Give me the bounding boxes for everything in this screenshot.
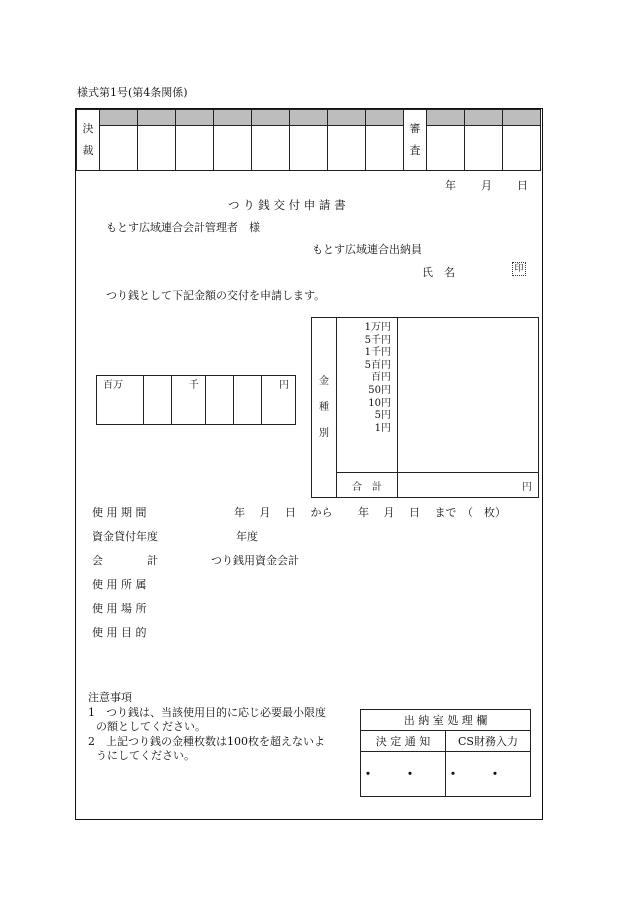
approval-label [77,110,100,171]
note-2-line-1: 2 上記つり銭の金種枚数は100枚を超えないよ [88,735,325,748]
denomination-table [311,317,539,498]
amount-table [96,375,296,425]
stamp-box[interactable] [427,126,465,171]
amount-digit[interactable] [205,376,233,425]
seal-mark: 印 [512,262,526,276]
stamp-box[interactable] [252,126,290,171]
date-month: 月 [481,179,492,192]
kinds-label [312,318,337,498]
decision-date-field[interactable] [361,752,446,797]
denom-50: 50円 [368,384,391,396]
amount-header-thousands: 千 [188,380,199,391]
denomination-count-area[interactable] [398,318,539,473]
name-label: 氏 名 [422,266,455,279]
date-year: 年 [445,179,456,192]
denom-100: 百円 [371,372,391,384]
office-title: 出 納 室 処 理 欄 [361,710,531,731]
stamp-box[interactable] [465,126,503,171]
amount-yen[interactable] [261,376,295,425]
review-label-1: 審 [409,122,421,135]
account-label: 会 計 [92,554,158,567]
name-field[interactable] [461,262,551,278]
denom-1: 1円 [374,422,391,434]
denom-5000: 5千円 [364,334,391,346]
notes-heading: 注意事項 [88,691,132,704]
denomination-list [337,318,398,473]
account-value: つり銭用資金会計 [211,554,299,567]
note-2-line-2: うにしてください。 [96,749,195,762]
denom-5: 5円 [374,410,391,422]
date-day: 日 [517,179,528,192]
department-label: 使 用 所 属 [92,578,147,591]
note-1-line-1: 1 つり銭は、当該使用目的に応じ必要最小限度 [88,706,326,719]
kinds-label-3: 別 [319,427,329,439]
period-value[interactable]: 年 月 日 から 年 月 日 まで （ 枚） [234,506,506,519]
request-text: つり銭として下記金額の交付を申請します。 [106,289,326,302]
decision-date-dots: ・・ [361,767,445,783]
review-label-2: 査 [409,144,421,157]
denom-10: 10円 [368,397,391,409]
place-label: 使 用 場 所 [92,602,147,615]
denom-10000: 1万円 [364,322,391,333]
office-col-cs-input: CS財務入力 [446,731,531,752]
denom-1000: 1千円 [364,347,391,359]
kinds-label-1: 金 [319,375,329,387]
stamp-box[interactable] [176,126,214,171]
amount-thousands[interactable] [171,376,205,425]
stamp-box[interactable] [138,126,176,171]
form-frame [75,108,543,820]
review-label [404,110,427,171]
approval-label-1: 決 [82,122,94,135]
total-label: 合 計 [337,473,398,498]
approval-table [76,109,541,171]
approval-label-2: 裁 [82,144,94,157]
office-processing-table [360,709,531,797]
note-1-line-2: の額としてください。 [96,720,206,733]
amount-header-yen: 円 [279,380,289,391]
applicant-org: もとす広域連合出納員 [312,243,422,256]
office-col-decision: 決 定 通 知 [361,731,446,752]
period-label: 使 用 期 間 [92,506,147,519]
stamp-box[interactable] [366,126,404,171]
fiscal-year-label: 資金貸付年度 [92,530,158,543]
stamp-box[interactable] [328,126,366,171]
addressee: もとす広域連合会計管理者 様 [106,221,260,234]
cs-input-date-dots: ・・ [446,767,530,783]
cs-input-date-field[interactable] [446,752,531,797]
denom-500: 5百円 [364,359,391,371]
fiscal-year-value[interactable]: 年度 [236,530,258,543]
stamp-box[interactable] [214,126,252,171]
amount-header-millions: 百万 [103,380,123,391]
kinds-label-2: 種 [319,401,329,413]
stamp-box[interactable] [503,126,541,171]
stamp-box[interactable] [100,126,138,171]
form-title: つ り 銭 交 付 申 請 書 [228,198,346,212]
total-unit: 円 [522,481,532,493]
total-field[interactable] [398,473,539,498]
purpose-label: 使 用 目 的 [92,626,147,639]
form-number: 様式第1号(第4条関係) [77,86,188,99]
amount-digit[interactable] [233,376,261,425]
stamp-box[interactable] [290,126,328,171]
amount-millions[interactable] [97,376,144,425]
amount-digit[interactable] [143,376,171,425]
